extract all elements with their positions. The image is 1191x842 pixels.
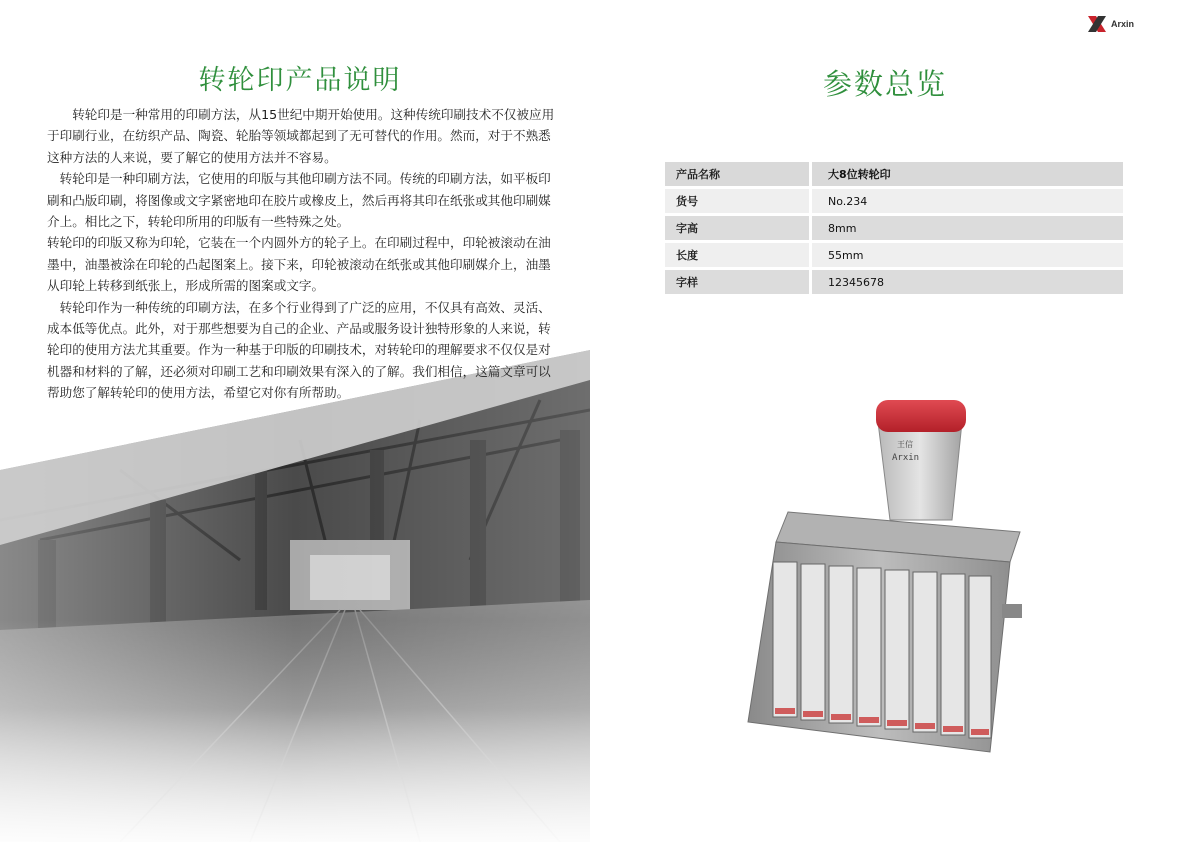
spec-key: 字高 xyxy=(665,215,811,242)
right-page-title: 参数总览 xyxy=(822,67,947,101)
paragraph: 转轮印作为一种传统的印刷方法，在多个行业得到了广泛的应用，不仅具有高效、灵活、成本低等优点。此外，对于那些想要为自己的企业、产品或服务设计独特形象的人来说，转轮印的使用方法尤其重要。作为一种基于印版的印刷技术，对转轮印的理解要求不仅仅是对机器和材料的了解，还必须对印刷工艺和印刷效果有深入的了解。我们相信，这篇文章可以帮助您了解转轮印的使用方法，希望它对你有所帮助。 xyxy=(47,299,551,401)
paragraph: 转轮印是一种印刷方法，它使用的印版与其他印刷方法不同。传统的印刷方法，如平板印刷和凸版印刷，将图像或文字紧密地印在胶片或橡皮上，然后再将其印在纸张或其他印刷媒介上。相比之下，转轮印所用的印版有一些特殊之处。 xyxy=(47,171,551,230)
table-row xyxy=(665,269,1123,296)
paragraph: 转轮印的印版又称为印轮，它装在一个内圆外方的轮子上。在印刷过程中，印轮被滚动在油墨中，油墨被涂在印轮的凸起图案上。接下来，印轮被滚动在纸张或其他印刷媒介上，油墨从印轮上转移到纸张上，形成所需的图案或文字。 xyxy=(47,235,551,294)
spec-value: 12345678 xyxy=(811,269,1124,296)
paragraph: 转轮印是一种常用的印刷方法，从15世纪中期开始使用。这种传统印刷技术不仅被应用于印刷行业，在纺织产品、陶瓷、轮胎等领域都起到了无可替代的作用。然而，对于不熟悉这种方法的人来说，要了解它的使用方法并不容易。 xyxy=(47,107,555,165)
table-row xyxy=(665,188,1123,215)
spec-table xyxy=(665,162,1123,297)
spec-value: 8mm xyxy=(811,215,1124,242)
spec-value: No.234 xyxy=(811,188,1124,215)
brand-name: Arxin xyxy=(1111,19,1135,29)
spec-key: 长度 xyxy=(665,242,811,269)
spec-value: 55mm xyxy=(811,242,1124,269)
handle-label-en: Arxin xyxy=(892,453,920,463)
table-row xyxy=(665,215,1123,242)
handle-label-cn: 王信 xyxy=(897,440,913,449)
table-row xyxy=(665,242,1123,269)
product-description xyxy=(47,104,555,404)
spec-key: 字样 xyxy=(665,269,811,296)
brand-logo xyxy=(1086,14,1134,34)
left-page-title: 转轮印产品说明 xyxy=(198,65,402,96)
arxin-logo-icon xyxy=(1086,14,1108,34)
spec-value: 大8位转轮印 xyxy=(811,162,1124,188)
table-row xyxy=(665,162,1123,188)
spec-key: 货号 xyxy=(665,188,811,215)
rotary-stamp-image xyxy=(740,392,1030,762)
spec-key: 产品名称 xyxy=(665,162,811,188)
